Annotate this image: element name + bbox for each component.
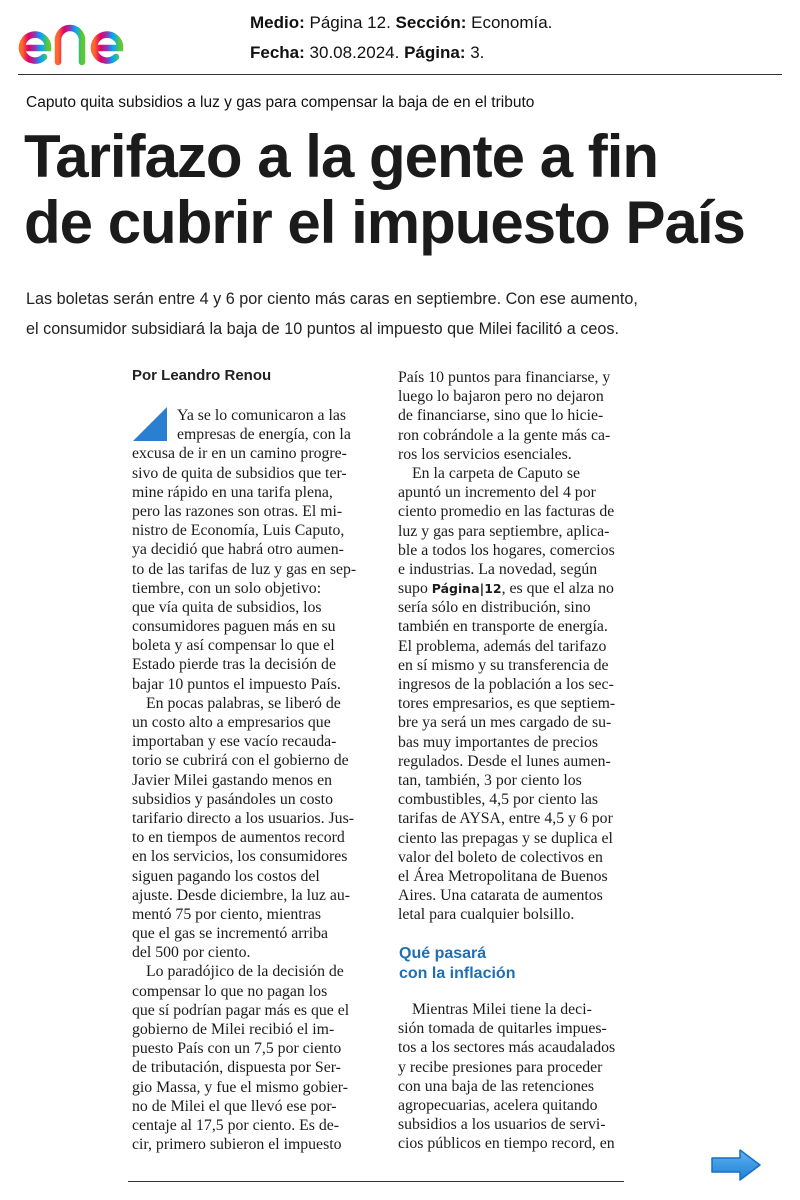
- text-line: pero las razones son otras. El mi-: [132, 502, 343, 520]
- fecha-label: Fecha:: [250, 43, 305, 62]
- text-line: en sí mismo y su transferencia de: [398, 656, 609, 674]
- text-line: el Área Metropolitana de Buenos: [398, 867, 608, 885]
- article-lead: [26, 284, 766, 344]
- text-line: El problema, además del tarifazo: [398, 637, 607, 655]
- text-line: regulados. Desde el lunes aumen-: [398, 752, 611, 770]
- text-line: siguen pagando los costos del: [132, 867, 320, 885]
- text-line: to en tiempos de aumentos record: [132, 829, 345, 847]
- headline-line: de cubrir el impuesto País: [24, 189, 745, 256]
- text-line: gio Massa, y fue el mismo gobier-: [132, 1078, 348, 1096]
- text-line: cios públicos en tiempo record, en: [398, 1135, 615, 1153]
- text-line: empresas de energía, con la: [177, 426, 351, 444]
- text-line: con una baja de las retenciones: [398, 1077, 595, 1095]
- text-line: sivo de quita de subsidios que ter-: [132, 464, 347, 482]
- text-line: subsidios y pasándoles un costo: [132, 790, 333, 808]
- lead-line: Las boletas serán entre 4 y 6 por ciento más caras en septiembre. Con ese aumento,: [26, 290, 638, 308]
- text-line: Aires. Una catarata de aumentos: [398, 887, 603, 905]
- text-line: también en transporte de energía.: [398, 618, 608, 636]
- text-line: gobierno de Milei recibió el im-: [132, 1021, 335, 1038]
- text-line: tarifario directo a los usuarios. Jus-: [132, 809, 354, 827]
- text-line: luego lo bajaron pero no dejaron: [398, 388, 604, 406]
- section-subhead: [399, 944, 515, 984]
- pagina12-brand: Página|12: [431, 581, 502, 597]
- text-line: en los servicios, los consumidores: [132, 848, 348, 866]
- text-line: puesto País con un 7,5 por ciento: [132, 1040, 342, 1058]
- text-line: de financiarse, sino que lo hicie-: [398, 407, 604, 425]
- text-line: ajuste. Desde diciembre, la luz au-: [132, 886, 350, 904]
- text-line: agropecuarias, acelera quitando: [398, 1096, 598, 1114]
- text-line: ble a todos los hogares, comercios: [398, 541, 615, 559]
- text-line: que sí podrían pagar más es que el: [132, 1001, 350, 1019]
- article-column-1: [132, 406, 364, 1154]
- text-line: excusa de ir en un camino progre-: [132, 445, 347, 463]
- text-line: subsidios a los usuarios de servi-: [398, 1116, 606, 1134]
- text-line: sión tomada de quitarles impues-: [398, 1020, 607, 1038]
- text-line: e industrias. La novedad, según: [398, 560, 598, 578]
- text-line: un costo alto a empresarios que: [132, 714, 331, 731]
- text-line: combustibles, 4,5 por ciento las: [398, 791, 599, 809]
- subhead-line: Qué pasará: [399, 945, 487, 962]
- text-line: Javier Milei gastando menos en: [132, 771, 333, 789]
- text-line: compensar lo que no pagan los: [132, 982, 328, 1000]
- text-line: cir, primero subieron el impuesto: [132, 1136, 342, 1154]
- meta-line-2: [250, 38, 552, 68]
- text-line: de tributación, dispuesta por Ser-: [132, 1059, 341, 1077]
- byline: Por Leandro Renou: [132, 367, 272, 384]
- text-line: centaje al 17,5 por ciento. Es de-: [132, 1116, 340, 1134]
- text-line: nistro de Economía, Luis Caputo,: [132, 522, 345, 540]
- seccion-value: Economía.: [471, 13, 553, 32]
- text-line: ciento promedio en las facturas de: [398, 503, 615, 521]
- text-line: apuntó un incremento del 4 por: [398, 484, 596, 502]
- text-line: to de las tarifas de luz y gas en sep-: [132, 560, 357, 578]
- text-line: tos a los sectores más acaudalados: [398, 1039, 616, 1057]
- text-line: País 10 puntos para financiarse, y: [398, 369, 611, 386]
- text-line: letal para cualquier bolsillo.: [398, 906, 575, 924]
- pagina-label: Página:: [404, 43, 466, 62]
- lead-line: el consumidor subsidiará la baja de 10 puntos al impuesto que Milei facilitó a ceos.: [26, 320, 619, 338]
- text-line: ya decidió que habrá otro aumen-: [132, 541, 344, 559]
- text-line: valor del boleto de colectivos en: [398, 848, 603, 866]
- seccion-label: Sección:: [395, 13, 467, 32]
- headline-line: Tarifazo a la gente a fin: [24, 123, 659, 190]
- text-line: boleta y así compensar lo que el: [132, 637, 335, 655]
- footer-divider: [128, 1181, 624, 1182]
- text-line: que vía quita de subsidios, los: [132, 598, 322, 616]
- header-divider: [18, 74, 782, 75]
- text-line: mentó 75 por ciento, mientras: [132, 905, 322, 923]
- pagina-value: 3.: [470, 43, 485, 62]
- text-line: mine rápido en una tarifa plena,: [132, 483, 333, 501]
- text-line: Mientras Milei tiene la deci-: [412, 1001, 592, 1018]
- text-line: Ya se lo comunicaron a las: [177, 407, 347, 424]
- text-line: bre ya será un mes cargado de su-: [398, 714, 612, 732]
- medio-value: Página 12.: [309, 13, 391, 32]
- text-line: del 500 por ciento.: [132, 944, 251, 962]
- text-line: tarifas de AYSA, entre 4,5 y 6 por: [398, 810, 613, 828]
- article-column-2: [398, 368, 630, 924]
- text-line: tiembre, con un solo objetivo:: [132, 579, 322, 597]
- arrow-right-icon[interactable]: [710, 1148, 762, 1182]
- text-line: Estado pierde tras la decisión de: [132, 656, 336, 674]
- text-line: no de Milei el que llevó ese por-: [132, 1097, 337, 1115]
- text-line: bajar 10 puntos el impuesto País.: [132, 675, 341, 693]
- text-line: que el gas se incrementó arriba: [132, 925, 329, 943]
- text-line: consumidores paguen más en su: [132, 618, 336, 636]
- text-line: ingresos de la población a los sec-: [398, 676, 614, 693]
- text-line: En pocas palabras, se liberó de: [146, 694, 341, 712]
- text-line: bas muy importantes de precios: [398, 733, 599, 751]
- text-line-with-brand: [398, 579, 630, 598]
- text-line: importaban y ese vacío recauda-: [132, 733, 337, 751]
- text-line: tores empresarios, es que septiem-: [398, 695, 616, 713]
- text-line: sería sólo en distribución, sino: [398, 599, 591, 617]
- text-line: y recibe presiones para proceder: [398, 1058, 603, 1076]
- text-line: En la carpeta de Caputo se: [412, 464, 580, 482]
- subhead-line: con la inflación: [399, 965, 516, 982]
- text-line: Lo paradójico de la decisión de: [146, 963, 344, 981]
- text-line: ros los servicios esenciales.: [398, 445, 572, 463]
- text-fragment: , es que el alza no: [501, 580, 614, 598]
- meta-line-1: [250, 8, 552, 38]
- article-column-3: [398, 1000, 630, 1154]
- text-line: luz y gas para septiembre, aplica-: [398, 522, 610, 540]
- text-line: ron cobrándole a la gente más ca-: [398, 426, 611, 444]
- text-line: tan, también, 3 por ciento los: [398, 771, 582, 789]
- text-fragment: supo: [398, 580, 428, 598]
- document-meta: [250, 8, 552, 68]
- fecha-value: 30.08.2024.: [309, 43, 400, 62]
- text-line: ciento las prepagas y se duplica el: [398, 829, 613, 847]
- medio-label: Medio:: [250, 13, 305, 32]
- text-line: torio se cubrirá con el gobierno de: [132, 752, 349, 770]
- article-kicker: Caputo quita subsidios a luz y gas para compensar la baja de en el tributo: [26, 94, 535, 111]
- article-headline: [24, 124, 784, 256]
- enel-logo: [14, 8, 179, 70]
